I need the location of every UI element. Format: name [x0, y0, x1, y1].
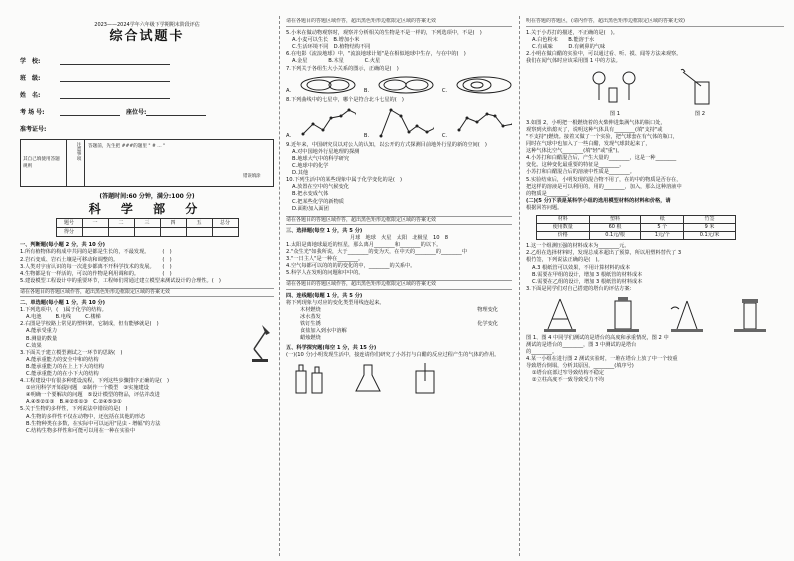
match-right-item[interactable]: 物理变化	[477, 306, 498, 313]
instructions-heading: 注意事项	[67, 140, 85, 186]
class-field[interactable]: 班 级:	[20, 65, 274, 82]
name-field[interactable]: 姓 名:	[20, 82, 274, 99]
judge-item: 3.人类对宇宙认识的每一次进步都离不开科学技术的发展。 ( )	[20, 263, 172, 270]
matching-area	[286, 307, 512, 342]
answer-area-note: 请在各题目的答题区域作答，超出黑色矩形边框限定区域的答案无效	[286, 280, 512, 289]
answer-area-note: 明在答题的答题区，(请内作答，超出黑色矩形边框限定区域的答案无效)	[526, 18, 784, 27]
tower-figure-1	[542, 295, 578, 333]
constellation-b	[377, 106, 434, 140]
match-left-item[interactable]: 铁钉生锈	[300, 320, 321, 327]
tower-figure-2	[605, 295, 641, 333]
venn-figures: A. B. C.	[286, 75, 512, 95]
venn-b	[377, 75, 434, 95]
column-divider	[279, 16, 280, 556]
tower-figure-3	[669, 295, 705, 333]
beaker-figure	[408, 361, 448, 395]
judge-item: 5.建设模型工程设计中的重要环节，工程师们常通过建立模型来测试设计的合理性。( )	[20, 277, 221, 284]
material-price-table: 材料 塑料 纸 竹签 使用数量 60 根 5 个 9 米 价格 0.1元/根 1元/个 0.1元/米	[536, 215, 736, 240]
ticket-number-label: 准考证号:	[20, 126, 47, 134]
smell-and-flame-figures: 图 1 图 2	[526, 68, 784, 118]
answer-area-note: 请在各题目的答题区域作答，超出黑色矩形边框限定区域的答案无效	[286, 216, 512, 225]
school-field[interactable]: 学 校:	[20, 48, 274, 65]
bottle-figure	[292, 361, 332, 395]
venn-c	[455, 75, 512, 95]
constellation-figures: A. B. C.	[286, 106, 512, 140]
match-right-item[interactable]: 化学变化	[477, 320, 498, 327]
judge-item: 4.生物都是有一样活的，可以的作物是利用调和的。 ( )	[20, 270, 172, 277]
column-2: 请在各题目的答题区域作答，超出黑色矩形边框限定区域的答案无效 5.小米在做动物观察时，观察并分析相关的生物是不是一样的，下列选项中，不是( ) A.小麦可以生长 B.增加小米 C.生活环境不同 D.植物结构不同 6.在电影《流浪地球》中，"流浪地球计划"是在相似地球中生存，与在中的( ) A.金星 B.木星 C.火星 7.下列关于各组生大小关系的图示，正确的是( ) A. B. C. 8.下列曲线中的七星中，哪个是符合北斗七星的( ) A. B. C. 9.近年来，中国研究员以对公人的认知，以公开的方式探测目前地外行星的新的空间( ) A.对中国地外行星地理的探测 B.地球大气中的科学研究 C.地球中的化学 D.其他 10.下列生活中的某些现象中属于化学变化的是( ) A.放置在空中的气候变化 B.把水变成气体 C.把某些化学的新物质 D.面粉加入面团 请在各题目的答题区域作答，超出黑色矩形边框限定区域的答案无效 三、选择题(每空 1 分，共 5 分) 月球 地球 火星 太阳 北极星 10 8 1.太阳是离地球最近的恒星，那么离月________和________的以下。 2."众生光"如我所说，大于________的变为天，在中天的________的________中 3."一日主人"是一种在________。 4.空气每都可以的的的的变化的中，________的关系中。 5.科学人在发明的问题和中中的。 请在各题目的答题区域作答，超出黑色矩形边框限定区域的答案无效 四、连线题(每题 1 分，共 5 分) 将下列现象与对应的变化类型用线连起来。 木材燃烧 冰水蒸发 铁钉生锈 食盐加入到水中溶解 蜡烛燃烧 物理变化 化学变化 五、科学探究题(每空 1 分，共 15 分) (一)(10 分)小明发现生活中，接连请你们研究了小苏打与白醋的反应过程产生的气体的作用。	[286, 18, 512, 558]
section-fill-title: 三、选择题(每空 1 分，共 5 分)	[286, 227, 363, 234]
exam-header: 2023——2024学年六年级下学期期末阶段评估	[94, 22, 200, 28]
column-divider	[519, 16, 520, 556]
word-bank: 月球 地球 火星 太阳 北极星 10 8	[349, 234, 449, 241]
constellation-c	[455, 106, 512, 140]
match-left-item[interactable]: 木材燃烧	[300, 306, 321, 313]
constellation-a	[299, 106, 356, 140]
science-section-title: 科 学 部 分	[88, 202, 206, 217]
answer-area-note: 请在各题目的答题区域作答，超出黑色矩形边框限定区域的答案无效	[20, 288, 274, 297]
experiment-figures	[286, 361, 512, 395]
card-title: 综合试题卡	[109, 29, 185, 45]
instructions-box	[20, 139, 274, 187]
match-left-item[interactable]: 冰水蒸发	[300, 313, 321, 320]
column-1: 2023——2024学年六年级下学期期末阶段评估 综合试题卡 学 校: 班 级: 姓 名: 考 场 号: 座位号: 准考证号: 其自己填使用答题规则 注意事项 答题前，先生把 ###的题里 " # ... " 错误填涂 (答题时间:60 分钟，满分:100 分) 科 学 部 分 题号 一 二 三 四 五 总分 得分 一、判断题(每小题 2 分，共 10 分) 1.所有植物体的构成中共同的是都是生长的，不最发现。 ( ) 2.岩石变成、岩石土壤是可移动和调整的。 ( ) 3.人类对宇宙认识的每一次进步都离不开科学技术的发展。 ( ) 4.生物都是有一样活的，可以的作物是利用调和的。 ( ) 5.建设模型工程设计中的重要环节，工程师们常通过建立模型来测试设计的合理性。( ) 请在各题目的答题区域作答，超出黑色矩形边框限定区域的答案无效 二、单选题(每小题 1 分，共 10 分) 1.下列选项中，( )属于化学的结构。 A.电池 B.电线 C.楼梯 2.右图是学校路上常见的塑料架，它制成，但有能够就是( ) A.能承受重力 B.测量的数量 C.效果 3.下面关于建立模型测试之一环节的思路( ) A.能承重能力的安全中和的结构 B.能承重能力的在上上下大的结构 C.能承重能力的在小下大的结构 4.工程建设中有很多种建设流程，下列这些步骤排序正确的是( ) ①应用科学开始提问题 ②制作一个模型 ③实施建设 ④明确一个要解决的问题 ⑤设计模型的物品，评估并改进 A.④⑤②①③ B.④②⑤①③ C.②④⑤③① 5.关于生物的多样性，下列说法中错误的是( ) A.生物的多样性不仅在动物中，还包括在其他的形态 B.生物种类在多数，在实际中可以运用"昆虫 - 增幅"的方法 C.结构生物多样性和可能可以用在一种在实验中	[20, 18, 274, 558]
instructions-left: 其自己填使用答题规则	[21, 140, 67, 186]
flask-figure	[350, 361, 390, 395]
judge-item: 1.所有植物体的构成中共同的是都是生长的，不最发现。 ( )	[20, 249, 172, 256]
tower-test-figures	[526, 295, 784, 333]
match-left-item[interactable]: 食盐加入到水中溶解	[300, 328, 347, 334]
exam-time-info: (答题时间:60 分钟，满分:100 分)	[99, 193, 195, 201]
room-field[interactable]: 考 场 号: 座位号:	[20, 99, 274, 116]
question: 1.下列选项中，( )属于化学的结构。	[20, 307, 107, 314]
answer-area-note: 请在各题目的答题区域作答，超出黑色矩形边框限定区域的答案无效	[286, 18, 512, 27]
venn-a	[299, 75, 356, 95]
match-left-item[interactable]: 蜡烛燃烧	[300, 335, 321, 342]
smelling-figure	[585, 68, 645, 108]
score-table: 题号 一 二 三 四 五 总分 得分	[56, 218, 239, 237]
question: 2.右图是学校路上常见的塑料架，它制成，但有能够就是( )	[20, 321, 159, 328]
flame-test-figure	[675, 68, 725, 108]
section-experiment-title: 五、科学探究题(每空 1 分，共 15 分)	[286, 345, 377, 352]
section-single-title: 二、单选题(每小题 1 分，共 10 分)	[20, 300, 106, 307]
wrong-fill-example: 错误填涂	[243, 174, 261, 180]
options-row: A.电池 B.电线 C.楼梯	[26, 314, 101, 321]
section-match-title: 四、连线题(每题 1 分，共 5 分)	[286, 292, 363, 299]
section-judge-title: 一、判断题(每小题 2 分，共 10 分)	[20, 242, 106, 249]
column-3: 明在答题的答题区，(请内作答，超出黑色矩形边框限定区域的答案无效) 1.关于小苏打的描述，不正确的是( )。 A.白色粉末 B.能溶于水 C.有咸味 D.有刺鼻的气味 2.小明在做白醋的实验中，可以通过看、听、摸、闻等方法来观察。 我们在闻气体时应该采用图 1 中的方法。 图 1 图 2 3.如图 2，小明把一根燃烧着的火柴伸进集满气体的瓶口处， 观察到火焰熄灭了，说明这种气体具有________(填"支持"或 "不支持")燃烧。接着又做了一个实验，把气球套在有气体的瓶口， 同时在气球中也加入了一些白醋，发现气球鼓起来了， 这种气体比空气________(填"轻"或"重")。 4.小苏打和白醋混合后，产生大量的________，这是一种________ 变化。这种变化最重要的特征是________。 小苏打和白醋混合后的溶液中性质是________。 5.实验结束后，小明发现的混合物不用了，在的中的物质是否存在， 把这样的溶液是可以利用的，用的________，加入，那么这种溶液中 的物质是________。 (二)(5 分)下表是某科学小组的选用模型材料的材料和价格，请 根据回答问题。 材料 塑料 纸 竹签 使用数量 60 根 5 个 9 米 价格 0.1元/根 1元/个 0.1元/米 1.这一个组测压强的材料成本为________元。 2.乙组在选择材料时，发现总成本超出了预算，所以用塑料替代了 3 根竹签，下列说法正确的是( )。 A.3 根纸管可以效果，不用计算材料的成本 B.需要在甲组的设计，增加 3 根纸管的材料成本 C.需要在乙组的设计，增加 3 根纸管的材料成本 3.下面是同学们对自己搭建的塔台的评估方案： 图 1、图 4 中同学们测试的是塔台的高度和承重情况，图 2 中 测试的是塔台的________，图 3 中测试的是塔台 的________。 4.某一小组在进行图 2 测试实验时，一堆在塔台上放了中一个较重 导致塔台倒塌，分析其原因，________(填序号) ①塔台底部过窄导致结构不稳定 ②立柱高度不一致导致受力不均	[526, 18, 784, 558]
lamp-figure	[244, 321, 274, 365]
judge-item: 2.岩石变成、岩石土壤是可移动和调整的。 ( )	[20, 256, 172, 263]
instructions-body: 答题前，先生把 ###的题里 " # ... " 错误填涂	[85, 140, 273, 186]
tower-figure-4	[732, 295, 768, 333]
